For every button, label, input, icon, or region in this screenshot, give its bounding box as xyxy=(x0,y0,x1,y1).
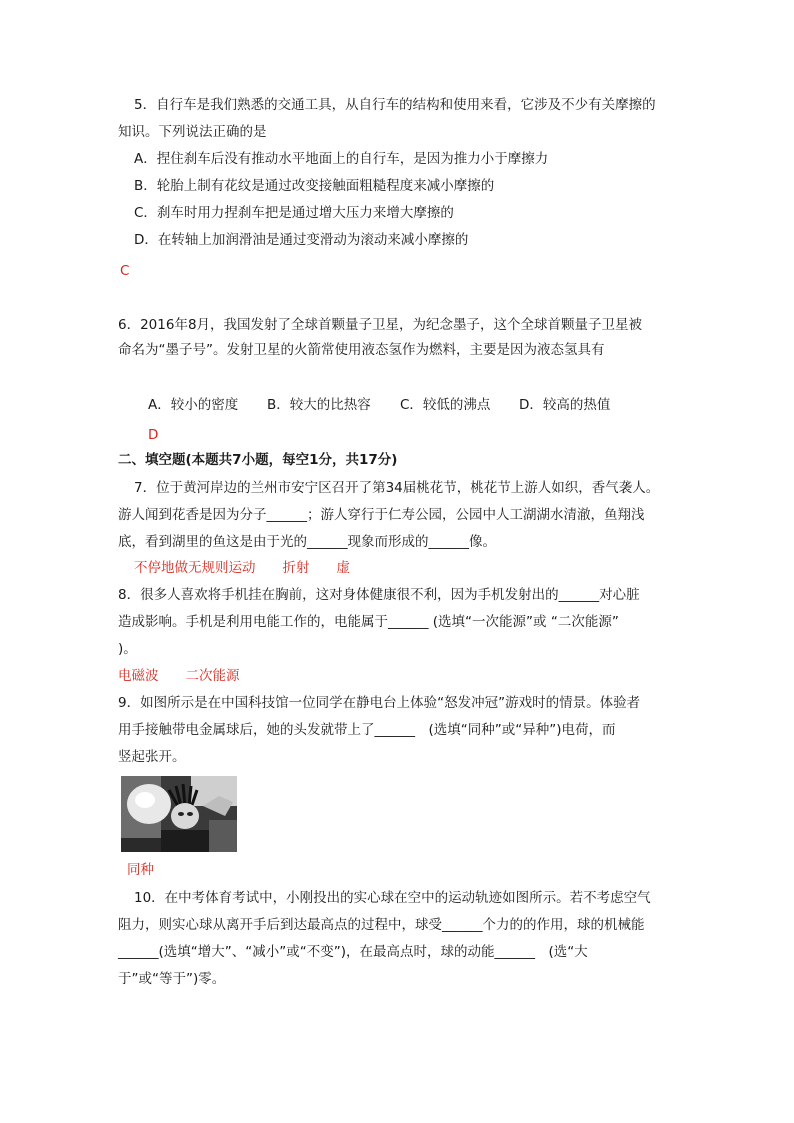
q9-line3: 竖起张开。 xyxy=(118,749,186,765)
q7-line1: 7．位于黄河岸边的兰州市安宁区召开了第34届桃花节，桃花节上游人如织，香气袭人。 xyxy=(134,480,660,496)
q5-option-b: B．轮胎上制有花纹是通过改变接触面粗糙程度来减小摩擦的 xyxy=(134,178,495,194)
section-heading: 二、填空题(本题共7小题，每空1分，共17分) xyxy=(118,452,398,468)
q6-option-a: A．较小的密度 xyxy=(148,397,239,413)
q10-line3: ______(选填“增大”、“减小”或“不变”)，在最高点时，球的动能______ (选“大 xyxy=(118,944,588,960)
q5-option-c: C．刹车时用力捏刹车把是通过增大压力来增大摩擦的 xyxy=(134,205,454,221)
q8-line2: 造成影响。手机是利用电能工作的，电能属于______ (选填“一次能源”或 “二次能源” xyxy=(118,614,619,630)
q7-answer: 不停地做无规则运动 折射 虚 xyxy=(134,560,350,576)
q5-option-d: D．在转轴上加润滑油是通过变滑动为滚动来减小摩擦的 xyxy=(134,232,469,248)
q10-line4: 于”或“等于”)零。 xyxy=(118,971,226,987)
q8-line1: 8．很多人喜欢将手机挂在胸前，这对身体健康很不利，因为手机发射出的______对心脏 xyxy=(118,587,640,603)
q6-option-c: C．较低的沸点 xyxy=(400,397,491,413)
q6-stem-line2: 命名为“墨子号”。发射卫星的火箭常使用液态氢作为燃料，主要是因为液态氢具有 xyxy=(118,342,605,358)
q7-line3: 底，看到湖里的鱼这是由于光的______现象而形成的______像。 xyxy=(118,534,496,550)
q10-line2: 阻力，则实心球从离开手后到达最高点的过程中，球受______个力的的作用，球的机械能 xyxy=(118,917,645,933)
q10-line1: 10．在中考体育考试中，小刚投出的实心球在空中的运动轨迹如图所示。若不考虑空气 xyxy=(134,890,651,906)
experiment-photo xyxy=(121,776,237,852)
q5-answer: C xyxy=(120,263,130,279)
q6-option-d: D．较高的热值 xyxy=(519,397,611,413)
q9-answer: 同种 xyxy=(127,862,154,878)
q6-stem-line1: 6．2016年8月，我国发射了全球首颗量子卫星，为纪念墨子，这个全球首颗量子卫星被 xyxy=(118,317,643,333)
q8-answer: 电磁波 二次能源 xyxy=(118,668,240,684)
q5-option-a: A．捏住刹车后没有推动水平地面上的自行车，是因为推力小于摩擦力 xyxy=(134,151,549,167)
q9-line2: 用手接触带电金属球后，她的头发就带上了______ (选填“同种”或“异种”)电荷，而 xyxy=(118,722,616,738)
q8-line3: )。 xyxy=(118,641,137,657)
q6-option-b: B．较大的比热容 xyxy=(267,397,371,413)
hair-standing-photo-icon xyxy=(121,776,237,852)
q7-line2: 游人闻到花香是因为分子______；游人穿行于仁寿公园，公园中人工湖湖水清澈，鱼翔浅 xyxy=(118,507,645,523)
q5-stem-line1: 5．自行车是我们熟悉的交通工具，从自行车的结构和使用来看，它涉及不少有关摩擦的 xyxy=(134,97,656,113)
q5-stem-line2: 知识。下列说法正确的是 xyxy=(118,124,267,140)
q9-line1: 9．如图所示是在中国科技馆一位同学在静电台上体验“怒发冲冠”游戏时的情景。体验者 xyxy=(118,695,641,711)
q6-answer: D xyxy=(148,427,159,443)
